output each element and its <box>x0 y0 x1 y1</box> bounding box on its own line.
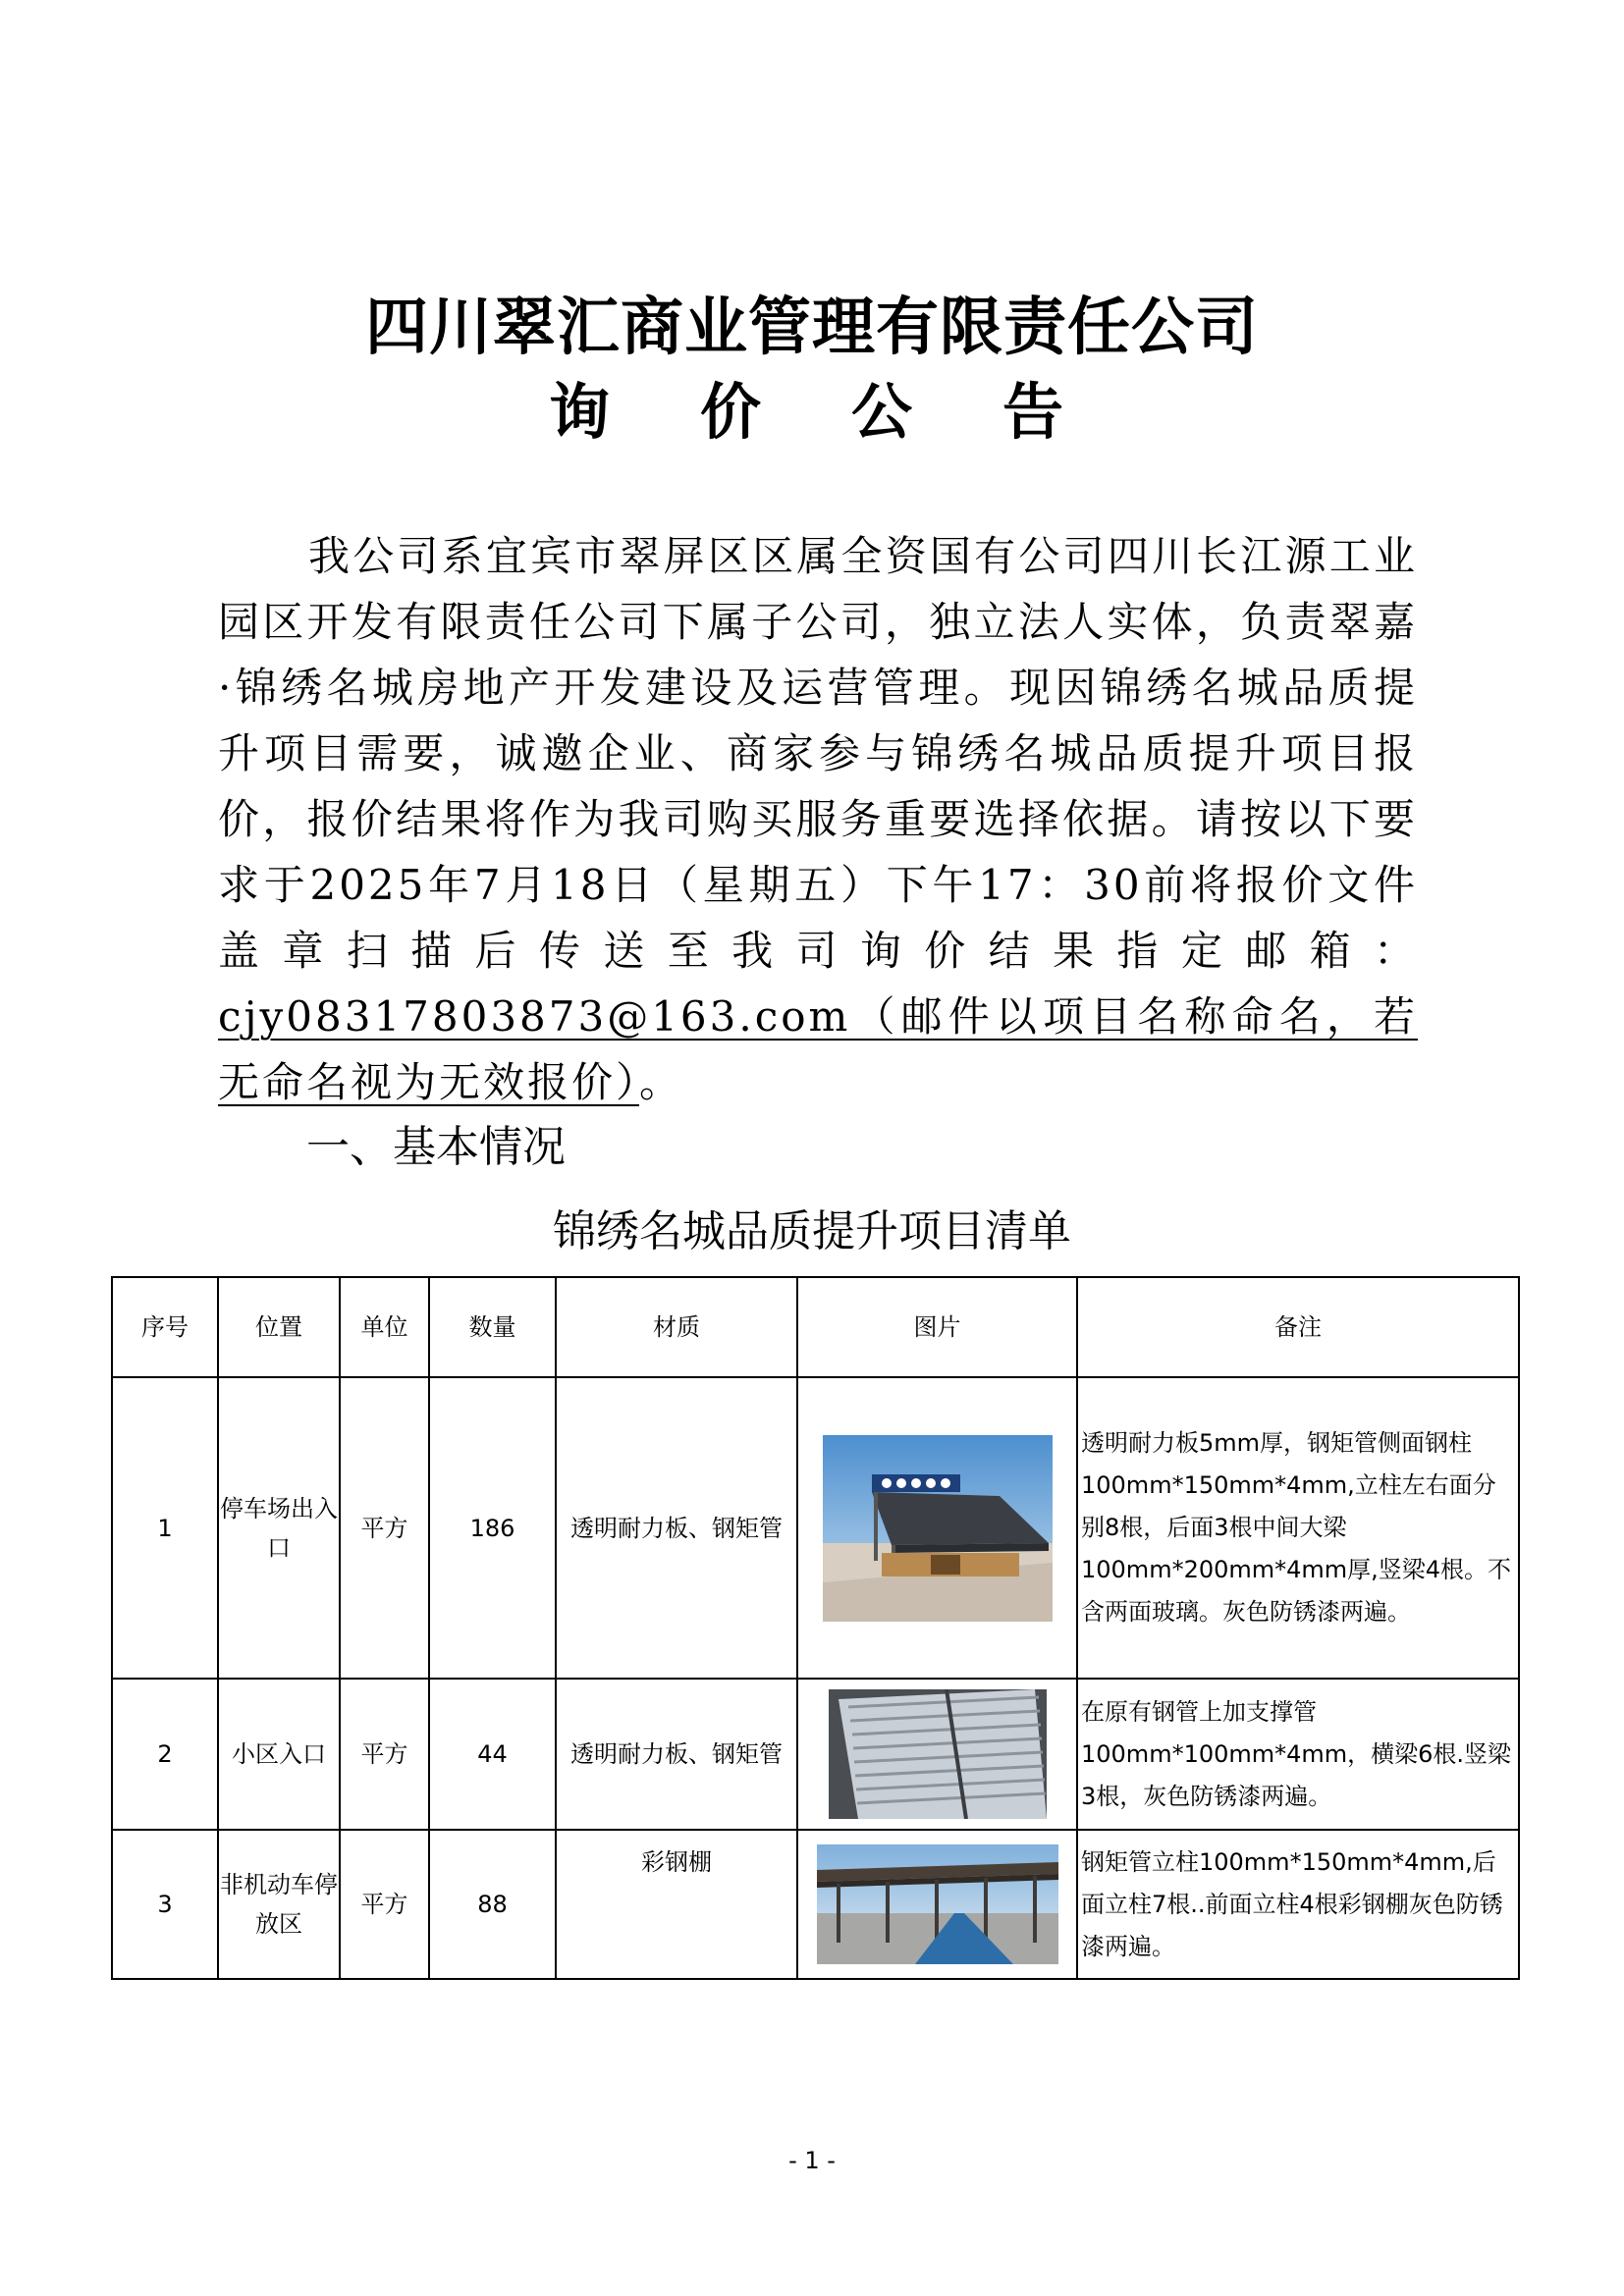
intro-paragraph <box>218 523 1418 1115</box>
row-unit: 平方 <box>340 1377 429 1679</box>
intro-text: 我公司系宜宾市翠屏区区属全资国有公司四川长江源工业园区开发有限责任公司下属子公司，独立法人实体，负责翠嘉·锦绣名城房地产开发建设及运营管理。现因锦绣名城品质提升项目需要，诚邀企业、商家参与锦绣名城品质提升项目报价，报价结果将作为我司购买服务重要选择依据。请按以下要求于2025年7月18日（星期五）下午17：30前将报价文件盖章扫描后传送至我司询价结果指定邮箱： <box>218 532 1418 975</box>
page-number: - 1 - <box>788 2147 836 2174</box>
row-note: 钢矩管立柱100mm*150mm*4mm,后面立柱7根..前面立柱4根彩钢棚灰色防锈漆两遍。 <box>1077 1830 1519 1979</box>
header-location: 位置 <box>218 1277 340 1377</box>
bike-shed-rendering <box>817 1844 1058 1964</box>
document-type-title: 询价公告 <box>548 376 1154 448</box>
table-row <box>112 1679 1519 1830</box>
row-photo <box>797 1830 1077 1979</box>
row-material: 彩钢棚 <box>556 1830 797 1979</box>
row-note: 在原有钢管上加支撑管100mm*100mm*4mm，横梁6根.竖梁3根，灰色防锈漆两遍。 <box>1077 1679 1519 1830</box>
row-photo <box>797 1377 1077 1679</box>
table-row <box>112 1377 1519 1679</box>
row-material: 透明耐力板、钢矩管 <box>556 1377 797 1679</box>
header-material: 材质 <box>556 1277 797 1377</box>
row-quantity: 44 <box>429 1679 556 1830</box>
row-quantity: 88 <box>429 1830 556 1979</box>
header-no: 序号 <box>112 1277 218 1377</box>
row-note: 透明耐力板5mm厚，钢矩管侧面钢柱100mm*150mm*4mm,立柱左右面分别8根，后面3根中间大梁100mm*200mm*4mm厚,竖梁4根。不含两面玻璃。灰色防锈漆两遍。 <box>1077 1377 1519 1679</box>
table-title: 锦绣名城品质提升项目清单 <box>553 1206 1071 1256</box>
row-no: 3 <box>112 1830 218 1979</box>
row-quantity: 186 <box>429 1377 556 1679</box>
row-location: 小区入口 <box>218 1679 340 1830</box>
header-quantity: 数量 <box>429 1277 556 1377</box>
intro-end: 。 <box>639 1058 684 1106</box>
row-no: 1 <box>112 1377 218 1679</box>
header-photo: 图片 <box>797 1277 1077 1377</box>
row-unit: 平方 <box>340 1679 429 1830</box>
email-instruction[interactable]: cjy08317803873@163.com（邮件以项目名称命名，若无命名视为无效报价） <box>218 992 1418 1106</box>
community-entrance-canopy-rendering <box>829 1689 1047 1819</box>
header-note: 备注 <box>1077 1277 1519 1377</box>
company-title: 四川翠汇商业管理有限责任公司 <box>365 291 1259 364</box>
row-location: 停车场出入口 <box>218 1377 340 1679</box>
table-row <box>112 1830 1519 1979</box>
section-heading-basic: 一、基本情况 <box>306 1122 566 1172</box>
carport-entrance-rendering <box>823 1435 1053 1622</box>
row-photo <box>797 1679 1077 1830</box>
project-list-table <box>111 1276 1520 1980</box>
row-material: 透明耐力板、钢矩管 <box>556 1679 797 1830</box>
row-location: 非机动车停放区 <box>218 1830 340 1979</box>
header-unit: 单位 <box>340 1277 429 1377</box>
table-header-row <box>112 1277 1519 1377</box>
row-unit: 平方 <box>340 1830 429 1979</box>
row-no: 2 <box>112 1679 218 1830</box>
